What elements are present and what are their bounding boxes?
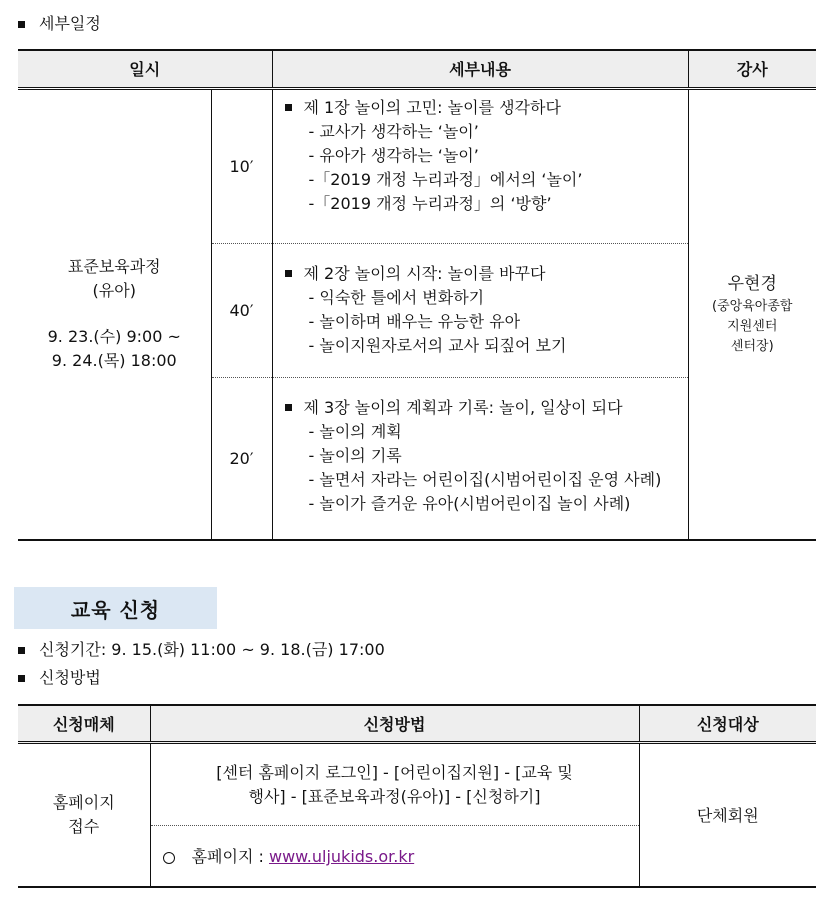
session-item: - 놀면서 자라는 어린이집(시범어린이집 운영 사례) — [308, 469, 662, 489]
medium-cell — [18, 743, 150, 887]
method-cell — [150, 743, 639, 826]
session-item: - 교사가 생각하는 ‘놀이’ — [308, 121, 479, 141]
instructor-cell — [688, 88, 816, 540]
medium-line: 홈페이지 — [52, 792, 115, 812]
header-instructor: 강사 — [688, 50, 816, 88]
session-item: - 놀이하며 배우는 유능한 유아 — [308, 311, 521, 331]
homepage-label: 홈페이지 : — [191, 847, 264, 867]
method-line: 행사] - [표준보육과정(유아)] - [신청하기] — [248, 786, 541, 806]
homepage-link[interactable]: www.uljukids.or.kr — [269, 847, 415, 867]
square-bullet-icon — [285, 270, 292, 277]
session-item: - 놀이의 계획 — [308, 421, 402, 441]
application-method-heading — [18, 667, 101, 689]
course-audience: (유아) — [92, 281, 136, 301]
course-cell — [18, 88, 211, 540]
session-duration: 10′ — [211, 88, 272, 243]
course-period-start: 9. 23.(수) 9:00 ~ — [47, 327, 181, 347]
header-datetime: 일시 — [18, 50, 272, 88]
medium-line: 접수 — [68, 816, 100, 836]
square-bullet-icon — [18, 21, 25, 28]
session-content — [272, 88, 688, 243]
schedule-heading — [18, 13, 101, 35]
session-item: - 놀이의 기록 — [308, 445, 402, 465]
session-content — [272, 243, 688, 377]
header-method: 신청방법 — [150, 705, 639, 743]
application-method-heading-text: 신청방법 — [39, 668, 101, 687]
course-period-end: 9. 24.(목) 18:00 — [51, 351, 177, 371]
application-period-text: 신청기간: 9. 15.(화) 11:00 ~ 9. 18.(금) 17:00 — [39, 640, 385, 659]
session-duration: 20′ — [211, 377, 272, 540]
application-section-title: 교육 신청 — [14, 587, 217, 629]
instructor-affiliation: 지원센터 — [727, 319, 778, 335]
session-item: -「2019 개정 누리과정」에서의 ‘놀이’ — [308, 169, 583, 189]
square-bullet-icon — [18, 647, 25, 654]
session-item: -「2019 개정 누리과정」의 ‘방향’ — [308, 193, 552, 213]
session-content — [272, 377, 688, 540]
method-line: [센터 홈페이지 로그인] - [어린이집지원] - [교육 및 — [216, 762, 573, 782]
session-item: - 놀이가 즐거운 유아(시범어린이집 놀이 사례) — [308, 493, 631, 513]
homepage-cell — [150, 826, 639, 887]
application-period — [18, 639, 385, 661]
session-item: - 놀이지원자로서의 교사 되짚어 보기 — [308, 335, 567, 355]
session-title: 제 3장 놀이의 계획과 기록: 놀이, 일상이 되다 — [303, 397, 623, 417]
application-table — [18, 704, 816, 888]
square-bullet-icon — [18, 675, 25, 682]
header-target: 신청대상 — [639, 705, 816, 743]
course-name: 표준보육과정 — [67, 257, 161, 277]
square-bullet-icon — [285, 404, 292, 411]
target-cell: 단체회원 — [639, 743, 816, 887]
instructor-affiliation: 센터장) — [730, 339, 774, 355]
schedule-heading-text: 세부일정 — [39, 14, 101, 33]
instructor-affiliation: (중앙육아종합 — [712, 299, 793, 315]
square-bullet-icon — [285, 104, 292, 111]
circle-bullet-icon — [163, 852, 175, 864]
session-title: 제 2장 놀이의 시작: 놀이를 바꾸다 — [303, 263, 546, 283]
instructor-name: 우현경 — [727, 274, 777, 295]
session-duration: 40′ — [211, 243, 272, 377]
session-item: - 유아가 생각하는 ‘놀이’ — [308, 145, 479, 165]
session-item: - 익숙한 틀에서 변화하기 — [308, 287, 485, 307]
header-medium: 신청매체 — [18, 705, 150, 743]
schedule-table — [18, 49, 816, 541]
session-title: 제 1장 놀이의 고민: 놀이를 생각하다 — [303, 97, 561, 117]
header-content: 세부내용 — [272, 50, 688, 88]
